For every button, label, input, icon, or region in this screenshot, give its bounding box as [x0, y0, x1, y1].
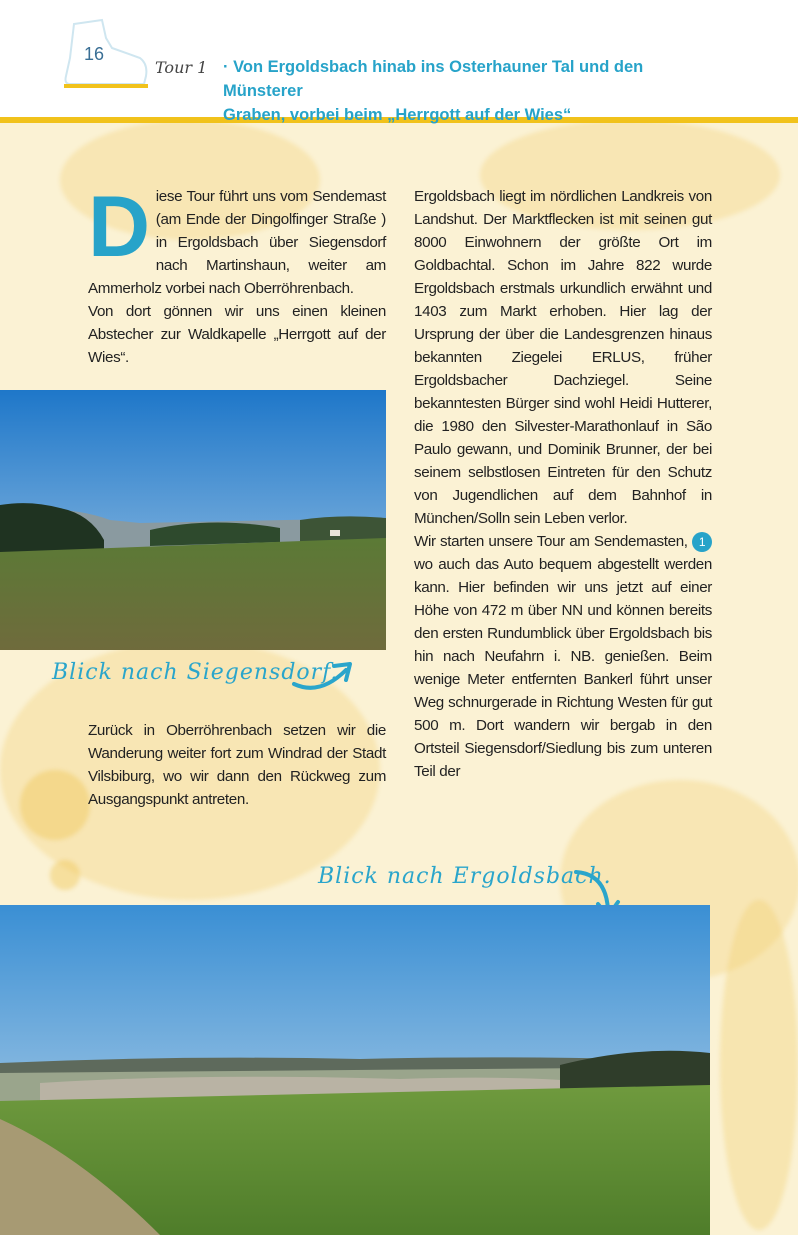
waypoint-marker: 1	[692, 532, 712, 552]
caption-ergoldsbach: Blick nach Ergoldsbach.	[318, 864, 612, 889]
return-column	[88, 719, 386, 811]
photo-ergoldsbach	[0, 905, 710, 1235]
hiking-boot-icon	[60, 18, 152, 88]
title-line-2: Graben, vorbei beim „Herrgott auf der Wies“	[223, 106, 572, 124]
title-line-1: Von Ergoldsbach hinab ins Osterhauner Tal und den Münsterer	[223, 58, 644, 100]
history-column	[414, 185, 712, 783]
intro-paragraph: iese Tour führt uns vom Sendemast (am Ende der Dingolfinger Straße ) in Ergoldsbach über Siegensdorf nach Martinshaun, weiter am Ammerholz vorbei nach Oberröhrenbach.	[88, 188, 386, 297]
page-number: 16	[84, 44, 105, 64]
curved-arrow-icon	[290, 658, 356, 694]
start-paragraph-start: Wir starten unsere Tour am Sendemasten,	[414, 533, 688, 550]
start-paragraph-rest: wo auch das Auto bequem abgestellt werden kann. Hier befinden wir uns jetzt auf einer Höhe von 472 m über NN und können bereits den ersten Rundumblick über Ergoldsbach bis hin nach Neufahrn i. NB. genießen. Beim wenige Meter entfernten Bankerl führt unser Weg schnurgerade in Richtung Westen für gut 500 m. Dort wandern wir bergab in den Ortsteil Siegensdorf/Siedlung bis zum unteren Teil der	[414, 556, 712, 780]
intro-column	[88, 179, 386, 369]
history-paragraph: Ergoldsbach liegt im nördlichen Landkreis von Landshut. Der Marktflecken ist mit seinen gut 8000 Einwohnern der größte Ort im Goldbachtal. Schon im Jahre 822 wurde Ergoldsbach erstmals urkundlich erwähnt und 1403 zum Markt erhoben. Hier lag der Ursprung der über die Landesgrenzen hinaus bekannten Ziegelei ERLUS, früher Ergoldsbacher Dachziegel. Seine bekanntesten Bürger sind wohl Heidi Hutterer, die 1980 den Silvester-Marathonlauf in São Paulo gewann, und Dominik Brunner, der bei seinem selbstlosen Eintreten für den Schutz von Jugendlichen auf dem Bahnhof in München/Solln sein Leben verlor.	[414, 188, 712, 527]
title-separator: ·	[223, 58, 229, 76]
caption-siegensdorf: Blick nach Siegensdorf.	[52, 660, 339, 685]
drop-cap: D	[88, 179, 150, 275]
detour-paragraph: Von dort gönnen wir uns einen kleinen Abstecher zur Waldkapelle „Herrgott auf der Wies“.	[88, 303, 386, 366]
page-title	[223, 55, 723, 127]
return-paragraph: Zurück in Oberröhrenbach setzen wir die Wanderung weiter fort zum Windrad der Stadt Vilsbiburg, wo wir dann den Rückweg zum Ausgangspunkt antreten.	[88, 722, 386, 808]
tour-label: Tour 1	[155, 58, 208, 77]
photo-siegensdorf	[0, 390, 386, 650]
